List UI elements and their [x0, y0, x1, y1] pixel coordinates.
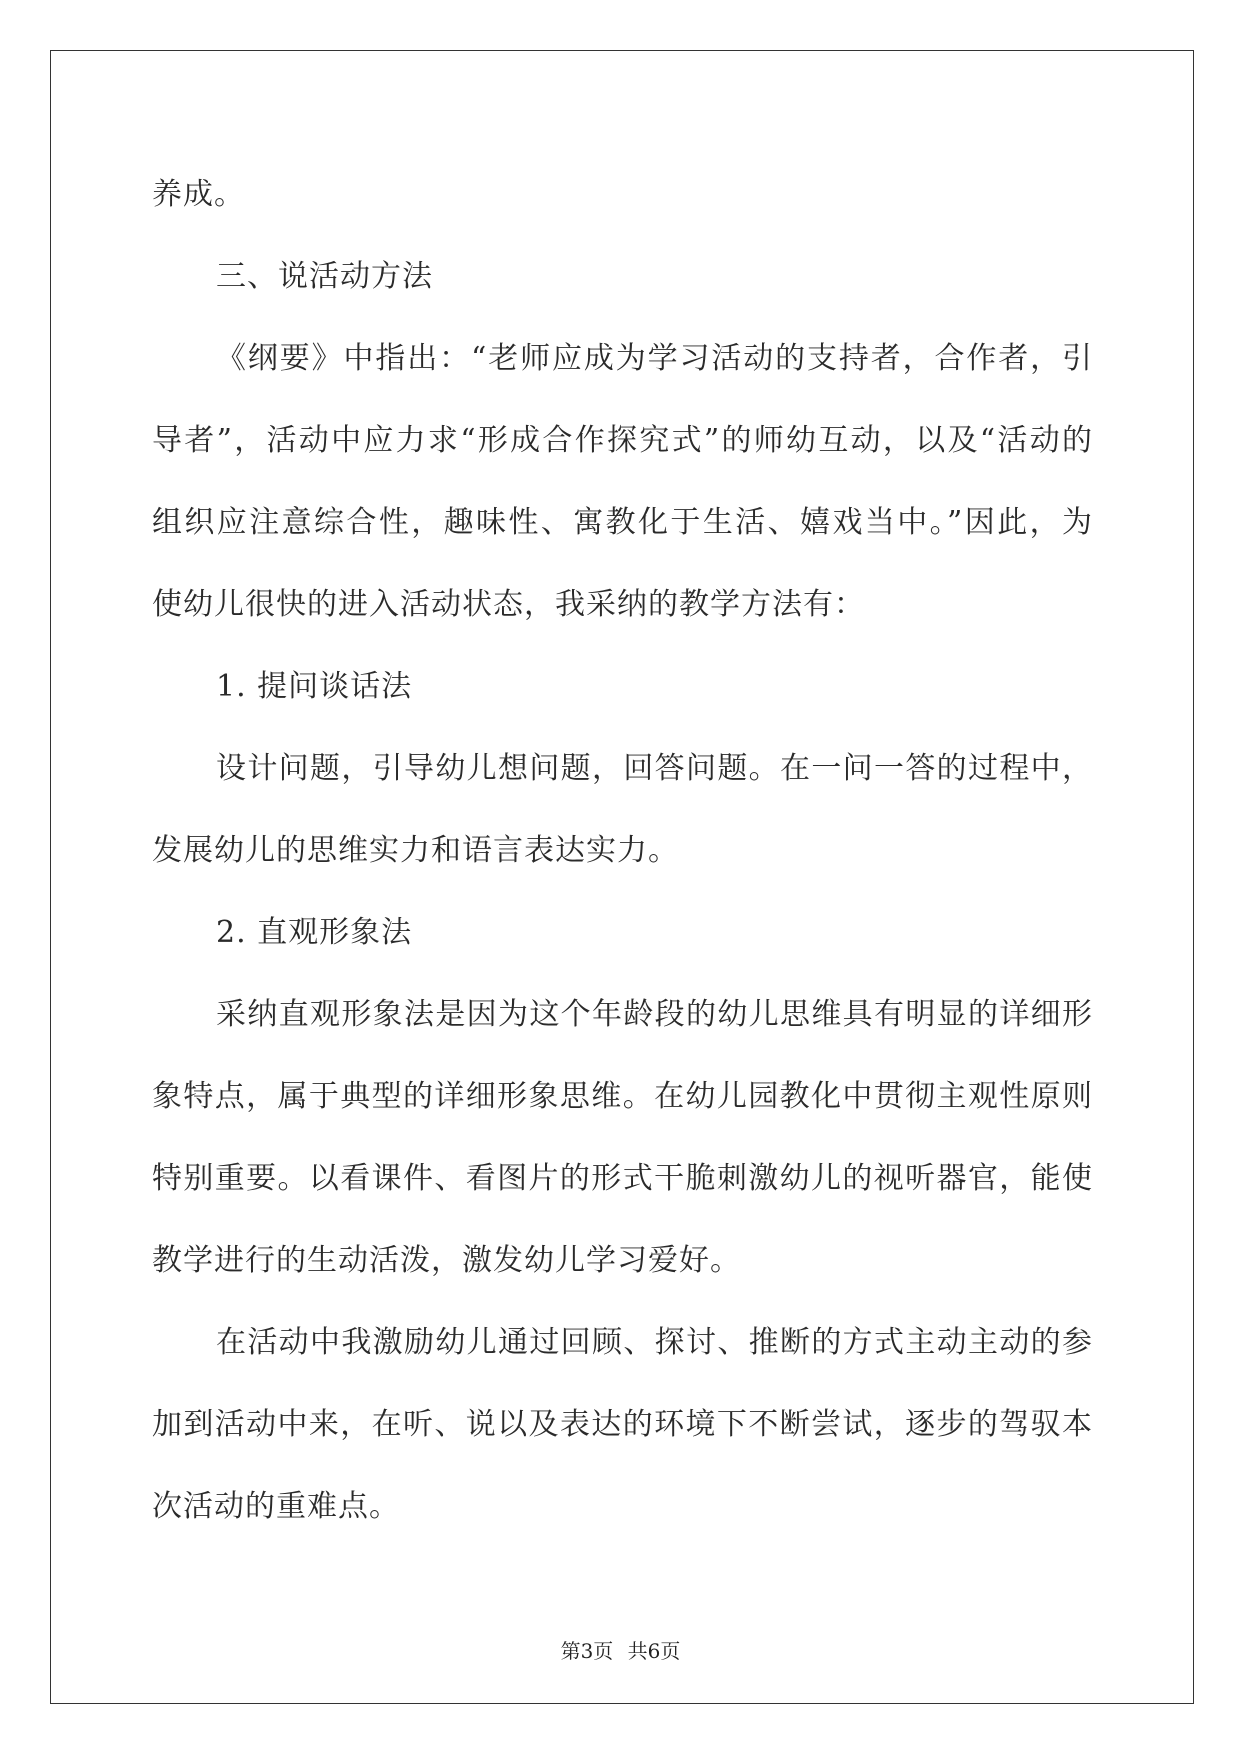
text-line: 特别重要。以看课件、看图片的形式干脆刺激幼儿的视听器官，能使	[152, 1161, 1092, 1196]
text-line: 象特点，属于典型的详细形象思维。在幼儿园教化中贯彻主观性原则	[152, 1079, 1092, 1114]
page-footer	[0, 1635, 1241, 1664]
subheading: 1. 提问谈话法	[216, 669, 413, 704]
subheading: 2. 直观形象法	[216, 915, 413, 950]
text-line: 导者”，活动中应力求“形成合作探究式”的师幼互动，以及“活动的	[152, 423, 1092, 458]
text-line: 采纳直观形象法是因为这个年龄段的幼儿思维具有明显的详细形	[216, 997, 1092, 1032]
text-line: 组织应注意综合性，趣味性、寓教化于生活、嬉戏当中。”因此，为	[152, 505, 1092, 540]
text-line: 使幼儿很快的进入活动状态，我采纳的教学方法有：	[152, 587, 865, 622]
text-line: 加到活动中来，在听、说以及表达的环境下不断尝试，逐步的驾驭本	[152, 1407, 1092, 1442]
text-line: 发展幼儿的思维实力和语言表达实力。	[152, 833, 679, 868]
page-total: 共6页	[627, 1639, 681, 1663]
text-line: 次活动的重难点。	[152, 1489, 400, 1524]
text-line: 养成。	[152, 177, 245, 212]
document-body	[152, 154, 1092, 1548]
page-number: 第3页	[560, 1639, 614, 1663]
text-line: 设计问题，引导幼儿想问题，回答问题。在一问一答的过程中，	[216, 751, 1092, 786]
text-line: 《纲要》中指出：“老师应成为学习活动的支持者，合作者，引	[216, 341, 1092, 376]
text-line: 在活动中我激励幼儿通过回顾、探讨、推断的方式主动主动的参	[216, 1325, 1092, 1360]
text-line: 教学进行的生动活泼，激发幼儿学习爱好。	[152, 1243, 741, 1278]
section-heading: 三、说活动方法	[216, 259, 433, 294]
